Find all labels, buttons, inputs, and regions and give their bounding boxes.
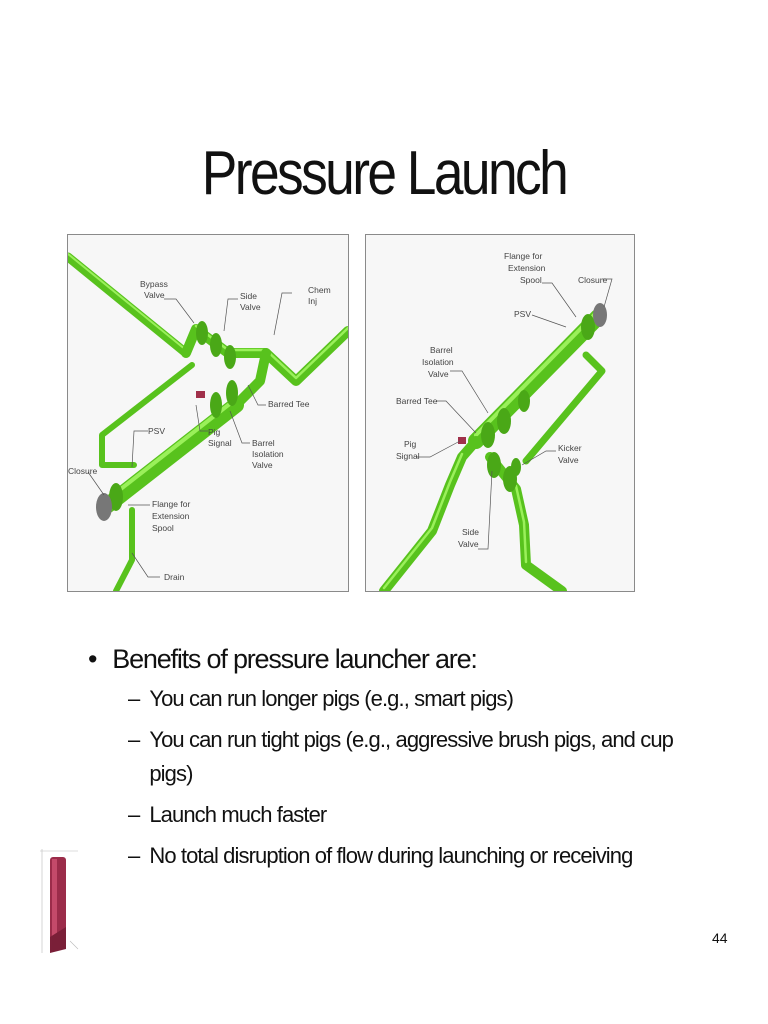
label-pig-signal: Pig Signal bbox=[396, 439, 420, 461]
sub-bullet-text: No total disruption of flow during launching or receiving bbox=[149, 843, 633, 868]
sub-bullet-text: Launch much faster bbox=[149, 802, 327, 827]
label-barred-tee: Barred Tee bbox=[268, 399, 310, 409]
label-closure: Closure bbox=[68, 466, 98, 476]
sub-bullet bbox=[128, 682, 688, 716]
label-psv: PSV bbox=[514, 309, 532, 319]
label-flange-extension-spool: Flange for Extension Spool bbox=[504, 251, 546, 285]
label-side-valve: Side Valve bbox=[458, 527, 480, 549]
launcher-drawing-left bbox=[68, 235, 348, 591]
main-bullet bbox=[88, 644, 688, 675]
bullet-marker: • bbox=[88, 644, 97, 674]
page-number: 44 bbox=[712, 930, 728, 946]
label-chem-inj: Chem Inj bbox=[308, 285, 331, 306]
label-psv: PSV bbox=[148, 426, 166, 436]
pressure-launcher-diagram-right bbox=[365, 234, 635, 592]
benefits-list bbox=[88, 644, 688, 873]
label-bypass-valve: Bypass Valve bbox=[140, 279, 168, 300]
label-closure: Closure bbox=[578, 275, 608, 285]
label-barrel-isolation-valve: Barrel Isolation Valve bbox=[422, 345, 454, 379]
label-barrel-isolation-valve: Barrel Isolation Valve bbox=[252, 438, 284, 470]
label-drain: Drain bbox=[164, 572, 185, 582]
label-flange-extension-spool: Flange for Extension Spool bbox=[152, 499, 191, 533]
label-side-valve: Side Valve bbox=[240, 291, 261, 312]
label-barred-tee: Barred Tee bbox=[396, 396, 438, 406]
sub-bullet-text: You can run tight pigs (e.g., aggressive brush pigs, and cup pigs) bbox=[149, 727, 674, 786]
dash-marker: – bbox=[128, 843, 140, 868]
main-bullet-text: Benefits of pressure launcher are: bbox=[112, 644, 477, 674]
dash-marker: – bbox=[128, 686, 140, 711]
label-kicker-valve: Kicker Valve bbox=[558, 443, 582, 465]
sub-bullet bbox=[128, 839, 688, 873]
dash-marker: – bbox=[128, 727, 140, 752]
launcher-drawing-right bbox=[366, 235, 634, 591]
pig-logo-icon bbox=[38, 845, 80, 957]
label-pig-signal: Pig Signal bbox=[208, 427, 232, 448]
sub-bullet-list bbox=[128, 682, 688, 873]
slide-title: Pressure Launch bbox=[201, 139, 567, 208]
sub-bullet bbox=[128, 798, 688, 832]
pressure-launcher-diagram-left bbox=[67, 234, 349, 592]
sub-bullet-text: You can run longer pigs (e.g., smart pigs) bbox=[149, 686, 514, 711]
sub-bullet bbox=[128, 723, 688, 791]
dash-marker: – bbox=[128, 802, 140, 827]
